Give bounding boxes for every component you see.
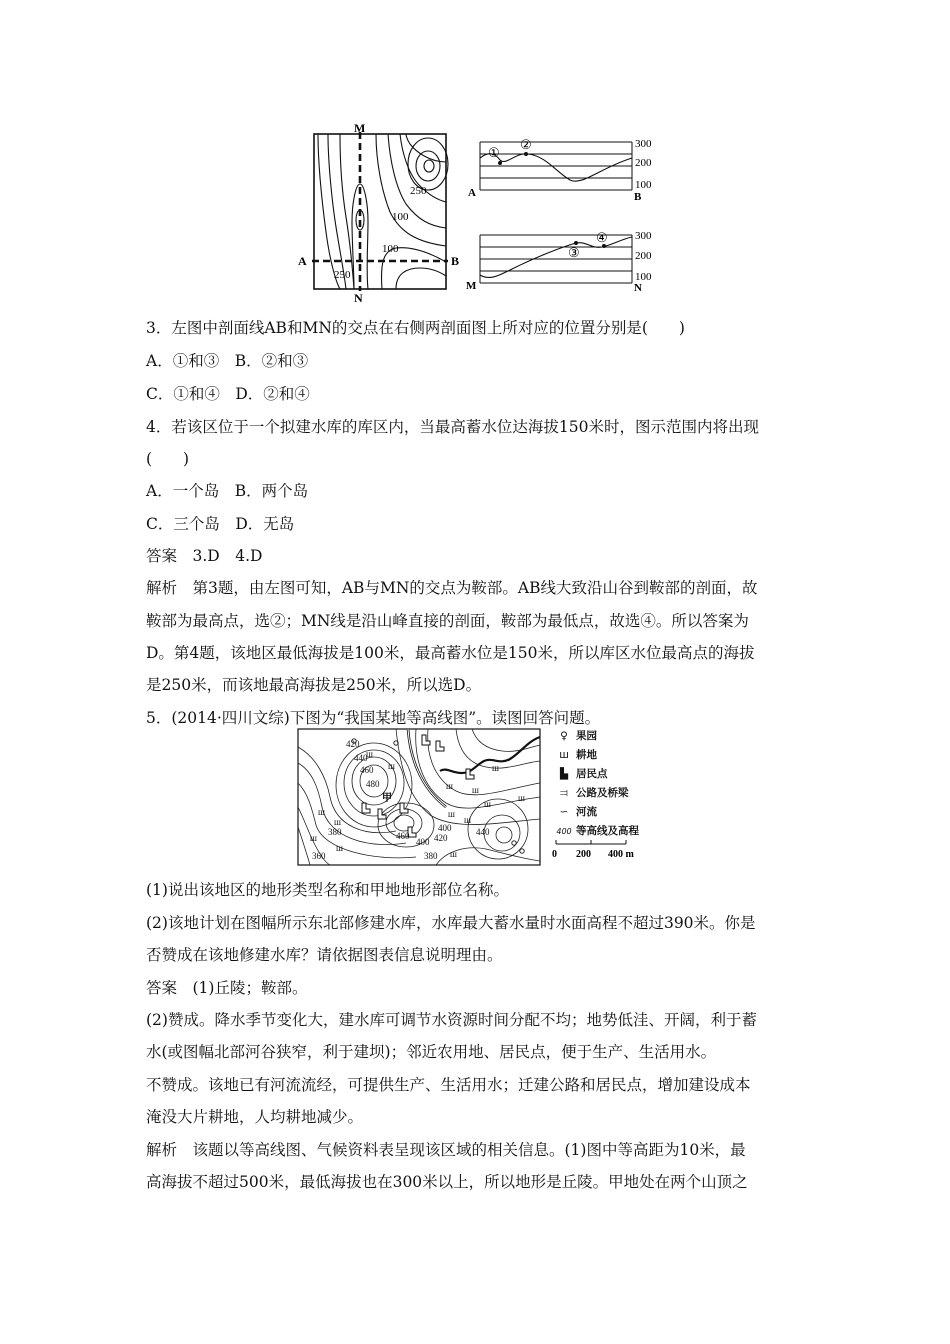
- contour-label-100: 100: [382, 243, 399, 255]
- profile-curve-ab: [480, 154, 632, 181]
- sub-question-1: (1)说出该地区的地形类型名称和甲地地形部位名称。: [146, 881, 509, 899]
- farmland-symbol: ш: [472, 785, 479, 795]
- farmland-symbol: ш: [448, 809, 455, 819]
- label-a: A: [298, 254, 307, 268]
- place-label-jia: 甲: [382, 793, 392, 804]
- contour-label: 360: [312, 851, 326, 861]
- legend-item-farmland: ш 耕地: [552, 747, 597, 762]
- analysis-5: 解析 该题以等高线图、气候资料表呈现该区域的相关信息。(1)图中等高距为10米，最: [146, 1141, 746, 1159]
- legend-item-river: ∽ 河流: [552, 804, 597, 819]
- farmland-symbol: ш: [464, 815, 471, 825]
- answer-5: 水(或图幅北部河谷狭窄，利于建坝)；邻近农用地、居民点，便于生产、生活用水。: [146, 1043, 717, 1061]
- farmland-symbol: ш: [492, 763, 499, 773]
- river-icon: ∽: [559, 806, 569, 818]
- contour-map-figure: [296, 122, 460, 304]
- answer-5: 答案 (1)丘陵；鞍部。: [146, 979, 308, 997]
- answer-5: 淹没大片耕地，人均耕地减少。: [146, 1108, 364, 1126]
- question-4-stem: ( ): [146, 450, 190, 468]
- legend-item-contour: 400 等高线及高程: [552, 823, 639, 838]
- y-tick-100: 100: [635, 271, 652, 283]
- contour-label: 400: [416, 837, 430, 847]
- profile-marker-3: ③: [568, 245, 580, 260]
- analysis-5: 高海拔不超过500米，最低海拔也在300米以上，所以地形是丘陵。甲地处在两个山顶之: [146, 1173, 748, 1191]
- analysis-3-4: 解析 第3题，由左图可知，AB与MN的交点为鞍部。AB线大致沿山谷到鞍部的剖面，故: [146, 579, 758, 597]
- question-3-options: A．①和③ B．②和③: [146, 352, 309, 370]
- scale-200: 200: [576, 849, 591, 860]
- contour-sample: 400: [556, 827, 572, 836]
- y-tick-200: 200: [635, 157, 652, 169]
- hilltop-contour: [408, 138, 448, 190]
- scale-bar: [552, 838, 662, 860]
- contour-label: 440: [476, 827, 490, 837]
- hilltop-contour: [416, 151, 440, 181]
- question-3-options: C．①和④ D．②和④: [146, 385, 310, 403]
- scale-0: 0: [552, 849, 557, 860]
- farmland-symbol: ш: [334, 817, 341, 827]
- farmland-symbol: ш: [446, 781, 453, 791]
- label-n: N: [354, 291, 363, 304]
- legend-item-road: ⫤ 公路及桥梁: [552, 785, 629, 800]
- contour-line: [328, 134, 346, 289]
- question-4-options: A．一个岛 B．两个岛: [146, 482, 309, 500]
- label-m: M: [466, 280, 477, 292]
- y-tick-300: 300: [635, 138, 652, 150]
- topographic-map-figure: [296, 727, 544, 869]
- contour-label-100: 100: [392, 211, 409, 223]
- profile-point: [498, 161, 502, 165]
- farmland-symbol: ш: [518, 793, 525, 803]
- farmland-symbol: ш: [336, 843, 343, 853]
- contour-label: 420: [434, 833, 448, 843]
- sub-question-2: 否赞成在该地修建水库？请依据图表信息说明理由。: [146, 946, 503, 964]
- hilltop-contour: [424, 160, 434, 172]
- y-tick-200: 200: [635, 250, 652, 262]
- farmland-symbol: ш: [366, 749, 373, 759]
- label-b: B: [451, 254, 460, 268]
- contour-label: 460: [360, 765, 374, 775]
- contour-label: 380: [424, 851, 438, 861]
- contour-label: 380: [328, 827, 342, 837]
- contour-label: 440: [354, 753, 368, 763]
- contour-label-250: 250: [410, 185, 427, 197]
- contour-label-250: 250: [334, 269, 351, 281]
- scale-400: 400 m: [608, 849, 634, 860]
- answer-5: (2)赞成。降水季节变化大，建水库可调节水资源时间分配不均；地势低洼、开阔，利于蓄: [146, 1011, 757, 1029]
- y-tick-100: 100: [635, 179, 652, 191]
- contour-label: 480: [366, 779, 380, 789]
- question-4-options: C．三个岛 D．无岛: [146, 515, 295, 533]
- answer-3-4: 答案 3.D 4.D: [146, 547, 263, 565]
- legend-item-orchard: ♀ 果园: [552, 728, 597, 743]
- answer-5: 不赞成。该地已有河流流经，可提供生产、生活用水；迁建公路和居民点，增加建设成本: [146, 1076, 751, 1094]
- label-a: A: [468, 187, 476, 199]
- profile-mn-figure: [466, 225, 666, 297]
- profile-marker-1: ①: [488, 145, 500, 160]
- contour-label: 460: [396, 831, 410, 841]
- label-b: B: [634, 191, 642, 203]
- analysis-3-4: D。第4题，该地区最低海拔是100米，最高蓄水位是150米，所以库区水位最高点的海拔: [146, 644, 755, 662]
- road-bridge-icon: ⫤: [560, 787, 568, 799]
- analysis-3-4: 鞍部为最高点，选②；MN线是沿山峰直接的剖面，鞍部为最低点，故选④。所以答案为: [146, 612, 749, 630]
- contour-label: 400: [438, 823, 452, 833]
- sub-question-2: (2)该地计划在图幅所示东北部修建水库，水库最大蓄水量时水面高程不超过390米。你是: [146, 914, 756, 932]
- profile-marker-4: ④: [596, 230, 608, 245]
- farmland-icon: ш: [559, 749, 569, 761]
- orchard-icon: ♀: [560, 730, 568, 742]
- question-3-stem: 3．左图中剖面线AB和MN的交点在右侧两剖面图上所对应的位置分别是( ): [146, 319, 685, 337]
- question-4-stem: 4．若该区位于一个拟建水库的库区内，当最高蓄水位达海拔150米时，图示范围内将出现: [146, 418, 759, 436]
- farmland-symbol: ш: [318, 807, 325, 817]
- farmland-symbol: ш: [484, 799, 491, 809]
- profile-ab-figure: [466, 132, 666, 208]
- settlement-icon: ▙: [559, 768, 569, 780]
- farmland-symbol: ш: [388, 761, 395, 771]
- contour-line: [396, 268, 446, 289]
- profile-point: [524, 152, 528, 156]
- profile-marker-2: ②: [520, 137, 532, 152]
- farmland-symbol: ш: [310, 833, 317, 843]
- question-5-stem: 5．(2014·四川文综)下图为“我国某地等高线图”。读图回答问题。: [146, 709, 601, 727]
- label-n: N: [634, 282, 642, 294]
- legend-item-settlement: ▙ 居民点: [552, 766, 608, 781]
- y-tick-300: 300: [635, 230, 652, 242]
- farmland-symbol: ш: [450, 849, 457, 859]
- label-m: M: [354, 122, 366, 135]
- analysis-3-4: 是250米，而该地最高海拔是250米，所以选D。: [146, 676, 482, 694]
- contour-label: 420: [346, 739, 360, 749]
